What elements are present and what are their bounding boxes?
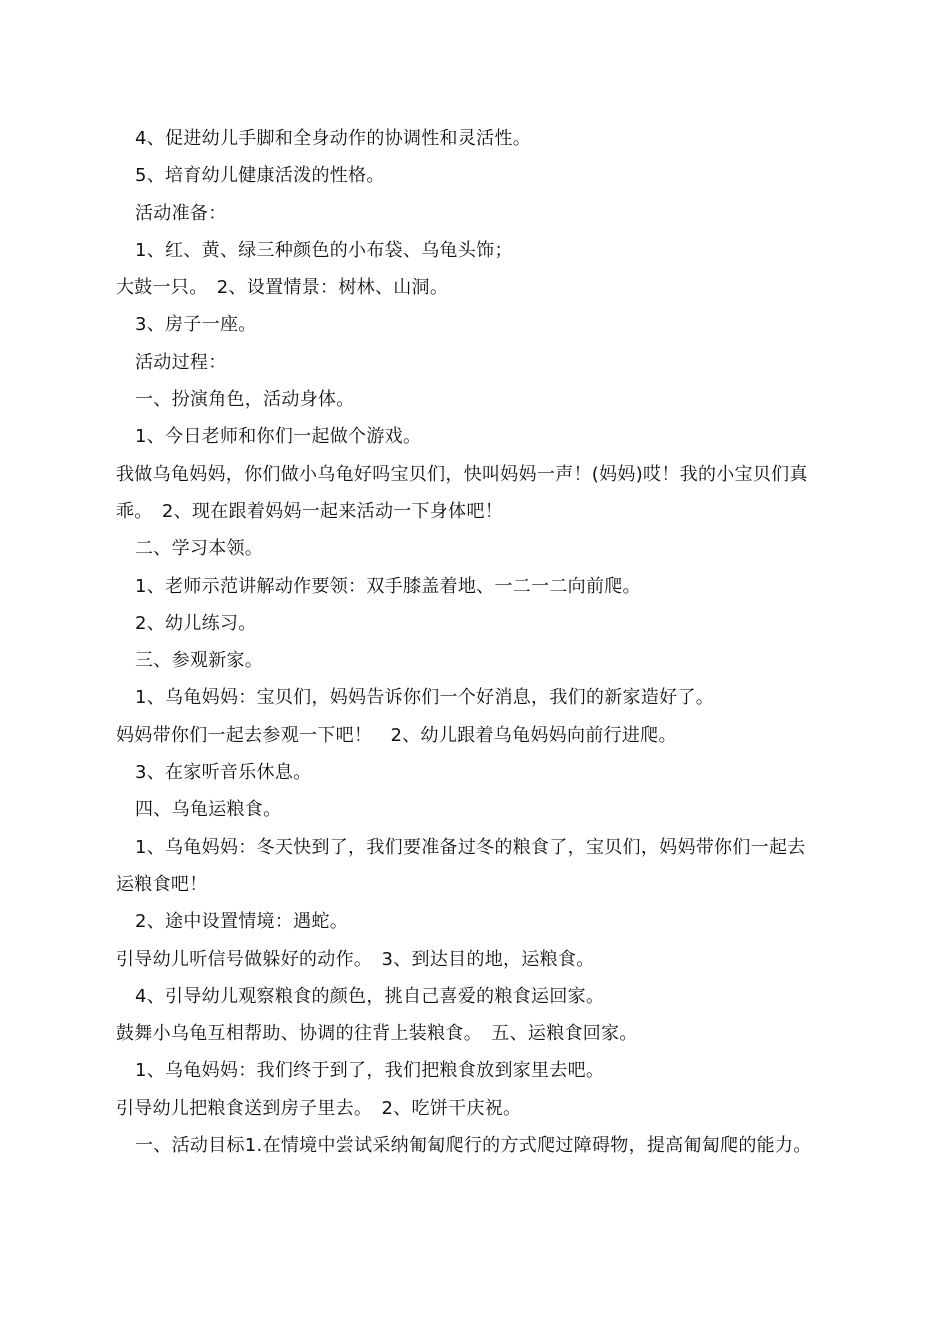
text-line: 大鼓一只。 2、设置情景：树林、山洞。 [116, 277, 449, 299]
text-line: 引导幼儿听信号做躲好的动作。 3、到达目的地，运粮食。 [116, 948, 595, 970]
text-line: 二、学习本领。 [135, 538, 264, 560]
text-line: 2、途中设置情境：遇蛇。 [135, 911, 349, 933]
text-line: 3、房子一座。 [135, 314, 257, 336]
text-line: 3、在家听音乐休息。 [135, 762, 312, 784]
text-line: 1、乌龟妈妈：我们终于到了，我们把粮食放到家里去吧。 [135, 1060, 605, 1082]
text-line: 我做乌龟妈妈，你们做小乌龟好吗宝贝们，快叫妈妈一声！(妈妈)哎！我的小宝贝们真 [116, 463, 808, 485]
text-line: 1、红、黄、绿三种颜色的小布袋、乌龟头饰； [135, 239, 513, 261]
text-line: 引导幼儿把粮食送到房子里去。 2、吃饼干庆祝。 [116, 1097, 522, 1119]
text-line: 四、乌龟运粮食。 [135, 799, 282, 821]
text-line: 一、扮演角色，活动身体。 [135, 389, 355, 411]
text-line: 妈妈带你们一起去参观一下吧！ 2、幼儿跟着乌龟妈妈向前行进爬。 [116, 724, 677, 746]
text-line: 运粮食吧！ [116, 873, 208, 895]
text-line: 鼓舞小乌龟互相帮助、协调的往背上装粮食。 五、运粮食回家。 [116, 1023, 638, 1045]
text-line: 4、引导幼儿观察粮食的颜色，挑自己喜爱的粮食运回家。 [135, 985, 605, 1007]
text-line: 三、参观新家。 [135, 650, 264, 672]
document-body [116, 120, 856, 1164]
text-line: 活动过程： [135, 351, 227, 373]
text-line: 5、培育幼儿健康活泼的性格。 [135, 165, 385, 187]
text-line: 活动准备： [135, 202, 227, 224]
text-line: 1、乌龟妈妈：冬天快到了，我们要准备过冬的粮食了，宝贝们，妈妈带你们一起去 [135, 836, 806, 858]
text-line: 4、促进幼儿手脚和全身动作的协调性和灵活性。 [135, 128, 532, 149]
text-line: 2、幼儿练习。 [135, 612, 257, 634]
text-line: 1、今日老师和你们一起做个游戏。 [135, 426, 422, 448]
text-line: 1、老师示范讲解动作要领：双手膝盖着地、一二一二向前爬。 [135, 575, 641, 597]
text-line: 乖。 2、现在跟着妈妈一起来活动一下身体吧！ [116, 500, 504, 522]
text-line: 一、活动目标1.在情境中尝试采纳匍匐爬行的方式爬过障碍物，提高匍匐爬的能力。 [135, 1135, 812, 1157]
text-line: 1、乌龟妈妈：宝贝们，妈妈告诉你们一个好消息，我们的新家造好了。 [135, 687, 715, 709]
